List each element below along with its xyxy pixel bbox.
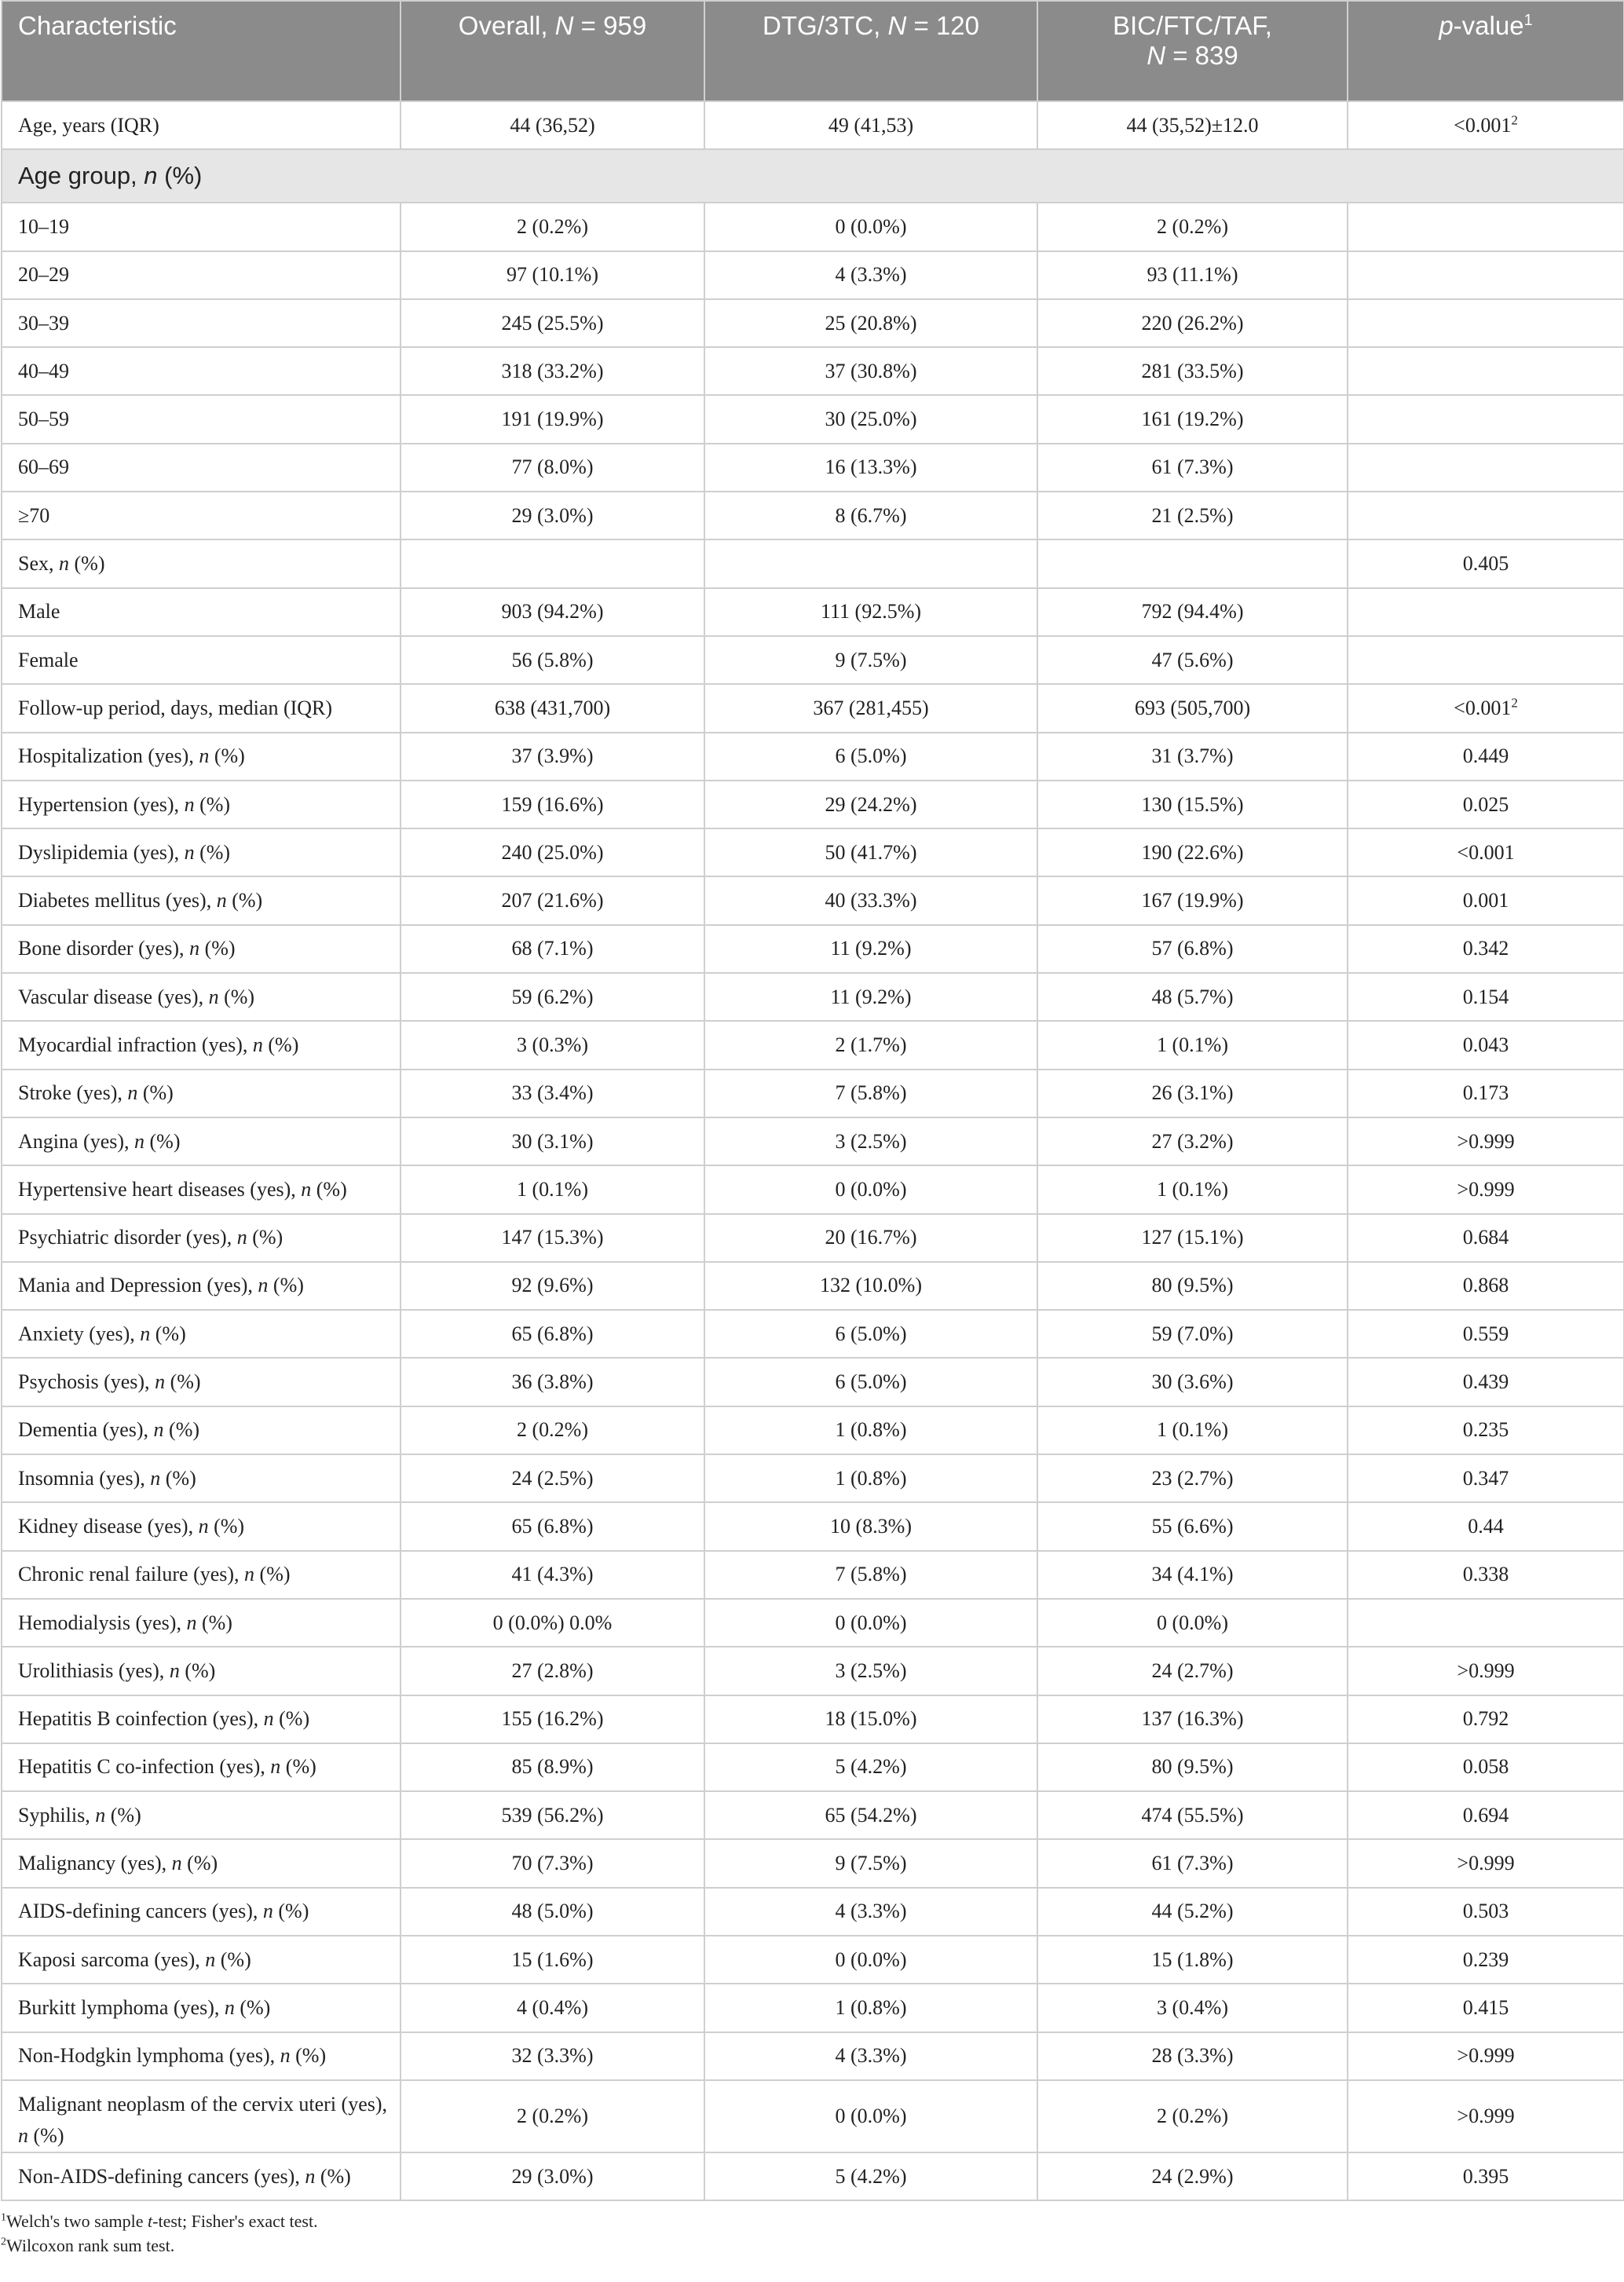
cell-dtg-3tc: 6 (5.0%) (704, 1310, 1037, 1358)
cell-overall: 70 (7.3%) (401, 1839, 704, 1887)
cell-dtg-3tc: 0 (0.0%) (704, 1936, 1037, 1984)
cell-dtg-3tc: 20 (16.7%) (704, 1214, 1037, 1262)
cell-bic-ftc-taf (1037, 539, 1348, 587)
cell-p-value: 0.559 (1348, 1310, 1624, 1358)
cell-overall: 2 (0.2%) (401, 203, 704, 251)
table-row (2, 2080, 1624, 2152)
cell-bic-ftc-taf: 23 (2.7%) (1037, 1454, 1348, 1502)
row-label: Psychiatric disorder (yes), n (%) (2, 1214, 401, 1262)
cell-bic-ftc-taf: 15 (1.8%) (1037, 1936, 1348, 1984)
cell-overall: 318 (33.2%) (401, 347, 704, 395)
cell-overall: 92 (9.6%) (401, 1262, 704, 1310)
cell-p-value (1348, 251, 1624, 299)
row-label: Non-Hodgkin lymphoma (yes), n (%) (2, 2032, 401, 2080)
cell-bic-ftc-taf: 3 (0.4%) (1037, 1984, 1348, 2031)
cell-p-value: 0.439 (1348, 1358, 1624, 1406)
cell-overall (401, 539, 704, 587)
cell-overall: 33 (3.4%) (401, 1070, 704, 1117)
cell-dtg-3tc: 29 (24.2%) (704, 781, 1037, 828)
table-row (2, 1599, 1624, 1647)
row-label: Bone disorder (yes), n (%) (2, 925, 401, 973)
row-label: Burkitt lymphoma (yes), n (%) (2, 1984, 401, 2031)
cell-bic-ftc-taf: 693 (505,700) (1037, 684, 1348, 732)
table-body (2, 101, 1624, 2200)
cell-p-value (1348, 395, 1624, 443)
cell-p-value: 0.025 (1348, 781, 1624, 828)
cell-p-value: 0.415 (1348, 1984, 1624, 2031)
cell-bic-ftc-taf: 24 (2.7%) (1037, 1647, 1348, 1695)
row-label: 10–19 (2, 203, 401, 251)
cell-p-value: 0.239 (1348, 1936, 1624, 1984)
table-row (2, 876, 1624, 924)
cell-bic-ftc-taf: 57 (6.8%) (1037, 925, 1348, 973)
table-row (2, 1262, 1624, 1310)
characteristics-table (1, 0, 1624, 2201)
cell-p-value: 0.043 (1348, 1021, 1624, 1069)
table-row (2, 1551, 1624, 1599)
table-row (2, 733, 1624, 781)
cell-overall: 29 (3.0%) (401, 492, 704, 539)
header-dtg-3tc: DTG/3TC, N = 120 (704, 1, 1037, 101)
cell-p-value: 0.235 (1348, 1406, 1624, 1454)
cell-bic-ftc-taf: 44 (35,52)±12.0 (1037, 101, 1348, 149)
header-p-value: p-value$^1$ (1348, 1, 1624, 101)
table-row (2, 1165, 1624, 1213)
cell-overall: 2 (0.2%) (401, 2080, 704, 2152)
cell-overall: 240 (25.0%) (401, 828, 704, 876)
cell-bic-ftc-taf: 1 (0.1%) (1037, 1165, 1348, 1213)
row-label: 30–39 (2, 299, 401, 347)
table-row (2, 347, 1624, 395)
cell-bic-ftc-taf: 47 (5.6%) (1037, 636, 1348, 684)
cell-dtg-3tc: 111 (92.5%) (704, 588, 1037, 636)
table-row (2, 1743, 1624, 1791)
table-row (2, 1839, 1624, 1887)
cell-dtg-3tc: 25 (20.8%) (704, 299, 1037, 347)
cell-bic-ftc-taf: 55 (6.6%) (1037, 1502, 1348, 1550)
cell-dtg-3tc: 1 (0.8%) (704, 1406, 1037, 1454)
cell-dtg-3tc: 1 (0.8%) (704, 1454, 1037, 1502)
cell-p-value: 0.395 (1348, 2152, 1624, 2200)
cell-p-value (1348, 299, 1624, 347)
cell-bic-ftc-taf: 281 (33.5%) (1037, 347, 1348, 395)
cell-overall: 48 (5.0%) (401, 1888, 704, 1936)
cell-overall: 32 (3.3%) (401, 2032, 704, 2080)
table-row (2, 101, 1624, 149)
table-row (2, 973, 1624, 1021)
table-row (2, 1214, 1624, 1262)
row-label: Dementia (yes), n (%) (2, 1406, 401, 1454)
row-label: Stroke (yes), n (%) (2, 1070, 401, 1117)
row-label: Dyslipidemia (yes), n (%) (2, 828, 401, 876)
table-row (2, 781, 1624, 828)
cell-bic-ftc-taf: 2 (0.2%) (1037, 2080, 1348, 2152)
cell-overall: 68 (7.1%) (401, 925, 704, 973)
section-row (2, 149, 1624, 203)
row-label: Female (2, 636, 401, 684)
table-row (2, 1454, 1624, 1502)
table-row (2, 828, 1624, 876)
cell-bic-ftc-taf: 161 (19.2%) (1037, 395, 1348, 443)
cell-p-value (1348, 492, 1624, 539)
row-label: Malignant neoplasm of the cervix uteri (yes), n (%) (2, 2080, 401, 2152)
row-label: 50–59 (2, 395, 401, 443)
cell-overall: 56 (5.8%) (401, 636, 704, 684)
cell-p-value: $<0.001^2$ (1348, 101, 1624, 149)
cell-dtg-3tc: 6 (5.0%) (704, 733, 1037, 781)
cell-p-value (1348, 203, 1624, 251)
cell-p-value (1348, 588, 1624, 636)
table-row (2, 1888, 1624, 1936)
cell-overall: 539 (56.2%) (401, 1791, 704, 1839)
cell-overall: 44 (36,52) (401, 101, 704, 149)
cell-dtg-3tc: 5 (4.2%) (704, 2152, 1037, 2200)
table-row (2, 636, 1624, 684)
cell-bic-ftc-taf: 167 (19.9%) (1037, 876, 1348, 924)
cell-overall: 65 (6.8%) (401, 1502, 704, 1550)
cell-bic-ftc-taf: 80 (9.5%) (1037, 1743, 1348, 1791)
cell-overall: 36 (3.8%) (401, 1358, 704, 1406)
row-label: Hospitalization (yes), n (%) (2, 733, 401, 781)
cell-p-value: >0.999 (1348, 1165, 1624, 1213)
footnote: $^2$Wilcoxon rank sum test. (1, 2236, 175, 2256)
row-label: Urolithiasis (yes), n (%) (2, 1647, 401, 1695)
cell-p-value: <0.001 (1348, 828, 1624, 876)
cell-p-value (1348, 347, 1624, 395)
cell-p-value: 0.154 (1348, 973, 1624, 1021)
table-row (2, 1358, 1624, 1406)
cell-bic-ftc-taf: 1 (0.1%) (1037, 1406, 1348, 1454)
header-row (2, 1, 1624, 101)
cell-p-value: >0.999 (1348, 1647, 1624, 1695)
cell-dtg-3tc: 4 (3.3%) (704, 2032, 1037, 2080)
cell-bic-ftc-taf: 474 (55.5%) (1037, 1791, 1348, 1839)
cell-p-value: $<0.001^2$ (1348, 684, 1624, 732)
row-label: Mania and Depression (yes), n (%) (2, 1262, 401, 1310)
cell-p-value: 0.173 (1348, 1070, 1624, 1117)
cell-dtg-3tc: 3 (2.5%) (704, 1647, 1037, 1695)
cell-dtg-3tc: 4 (3.3%) (704, 251, 1037, 299)
cell-dtg-3tc: 18 (15.0%) (704, 1695, 1037, 1743)
row-label: 60–69 (2, 444, 401, 492)
row-label: Kidney disease (yes), n (%) (2, 1502, 401, 1550)
cell-p-value: >0.999 (1348, 1117, 1624, 1165)
cell-overall: 245 (25.5%) (401, 299, 704, 347)
cell-p-value (1348, 636, 1624, 684)
cell-bic-ftc-taf: 44 (5.2%) (1037, 1888, 1348, 1936)
cell-bic-ftc-taf: 61 (7.3%) (1037, 1839, 1348, 1887)
cell-p-value: 0.684 (1348, 1214, 1624, 1262)
row-label: Angina (yes), n (%) (2, 1117, 401, 1165)
cell-overall: 0 (0.0%) 0.0% (401, 1599, 704, 1647)
row-label: Follow-up period, days, median (IQR) (2, 684, 401, 732)
row-label: Chronic renal failure (yes), n (%) (2, 1551, 401, 1599)
cell-dtg-3tc: 10 (8.3%) (704, 1502, 1037, 1550)
cell-bic-ftc-taf: 30 (3.6%) (1037, 1358, 1348, 1406)
cell-dtg-3tc: 0 (0.0%) (704, 203, 1037, 251)
cell-bic-ftc-taf: 2 (0.2%) (1037, 203, 1348, 251)
cell-p-value: 0.338 (1348, 1551, 1624, 1599)
cell-dtg-3tc: 37 (30.8%) (704, 347, 1037, 395)
cell-p-value: 0.694 (1348, 1791, 1624, 1839)
row-label: Hepatitis B coinfection (yes), n (%) (2, 1695, 401, 1743)
cell-overall: 1 (0.1%) (401, 1165, 704, 1213)
cell-overall: 147 (15.3%) (401, 1214, 704, 1262)
cell-p-value: 0.449 (1348, 733, 1624, 781)
cell-overall: 29 (3.0%) (401, 2152, 704, 2200)
cell-bic-ftc-taf: 21 (2.5%) (1037, 492, 1348, 539)
row-label: Sex, n (%) (2, 539, 401, 587)
cell-overall: 30 (3.1%) (401, 1117, 704, 1165)
cell-dtg-3tc: 7 (5.8%) (704, 1551, 1037, 1599)
row-label: Myocardial infraction (yes), n (%) (2, 1021, 401, 1069)
table-row (2, 1070, 1624, 1117)
cell-bic-ftc-taf: 190 (22.6%) (1037, 828, 1348, 876)
cell-p-value: 0.868 (1348, 1262, 1624, 1310)
table-row (2, 1021, 1624, 1069)
table-row (2, 1791, 1624, 1839)
cell-overall: 3 (0.3%) (401, 1021, 704, 1069)
cell-overall: 37 (3.9%) (401, 733, 704, 781)
cell-p-value: >0.999 (1348, 2032, 1624, 2080)
cell-overall: 15 (1.6%) (401, 1936, 704, 1984)
row-label: 40–49 (2, 347, 401, 395)
row-label: Diabetes mellitus (yes), n (%) (2, 876, 401, 924)
cell-dtg-3tc: 0 (0.0%) (704, 1165, 1037, 1213)
cell-overall: 638 (431,700) (401, 684, 704, 732)
cell-dtg-3tc: 9 (7.5%) (704, 636, 1037, 684)
cell-bic-ftc-taf: 31 (3.7%) (1037, 733, 1348, 781)
cell-bic-ftc-taf: 26 (3.1%) (1037, 1070, 1348, 1117)
cell-dtg-3tc: 49 (41,53) (704, 101, 1037, 149)
table-row (2, 1406, 1624, 1454)
cell-dtg-3tc: 11 (9.2%) (704, 973, 1037, 1021)
section-label: Age group, n (%) (2, 149, 1624, 203)
cell-overall: 27 (2.8%) (401, 1647, 704, 1695)
table-row (2, 925, 1624, 973)
table-row (2, 1695, 1624, 1743)
table-row (2, 1502, 1624, 1550)
cell-bic-ftc-taf: 61 (7.3%) (1037, 444, 1348, 492)
cell-overall: 97 (10.1%) (401, 251, 704, 299)
row-label: Vascular disease (yes), n (%) (2, 973, 401, 1021)
cell-dtg-3tc: 7 (5.8%) (704, 1070, 1037, 1117)
row-label: AIDS-defining cancers (yes), n (%) (2, 1888, 401, 1936)
row-label: Hypertensive heart diseases (yes), n (%) (2, 1165, 401, 1213)
cell-p-value (1348, 1599, 1624, 1647)
cell-dtg-3tc: 30 (25.0%) (704, 395, 1037, 443)
cell-dtg-3tc: 0 (0.0%) (704, 2080, 1037, 2152)
cell-dtg-3tc: 40 (33.3%) (704, 876, 1037, 924)
row-label: ≥70 (2, 492, 401, 539)
cell-bic-ftc-taf: 80 (9.5%) (1037, 1262, 1348, 1310)
table-row (2, 2032, 1624, 2080)
cell-bic-ftc-taf: 0 (0.0%) (1037, 1599, 1348, 1647)
table-row (2, 2152, 1624, 2200)
cell-p-value: 0.792 (1348, 1695, 1624, 1743)
cell-p-value: 0.342 (1348, 925, 1624, 973)
footnote: $^1$Welch's two sample t-test; Fisher's exact test. (1, 2211, 318, 2232)
cell-p-value: 0.347 (1348, 1454, 1624, 1502)
cell-dtg-3tc: 50 (41.7%) (704, 828, 1037, 876)
cell-dtg-3tc: 8 (6.7%) (704, 492, 1037, 539)
cell-bic-ftc-taf: 48 (5.7%) (1037, 973, 1348, 1021)
cell-p-value: 0.405 (1348, 539, 1624, 587)
cell-overall: 207 (21.6%) (401, 876, 704, 924)
cell-overall: 903 (94.2%) (401, 588, 704, 636)
cell-dtg-3tc: 11 (9.2%) (704, 925, 1037, 973)
cell-dtg-3tc: 0 (0.0%) (704, 1599, 1037, 1647)
cell-p-value: 0.058 (1348, 1743, 1624, 1791)
row-label: Psychosis (yes), n (%) (2, 1358, 401, 1406)
table-footnotes (0, 2201, 1624, 2258)
table-row (2, 1647, 1624, 1695)
table-row (2, 588, 1624, 636)
row-label: Malignancy (yes), n (%) (2, 1839, 401, 1887)
cell-overall: 65 (6.8%) (401, 1310, 704, 1358)
cell-bic-ftc-taf: 130 (15.5%) (1037, 781, 1348, 828)
table-row (2, 1936, 1624, 1984)
header-bic-ftc-taf: BIC/FTC/TAF, N = 839 (1037, 1, 1348, 101)
cell-dtg-3tc: 1 (0.8%) (704, 1984, 1037, 2031)
row-label: Male (2, 588, 401, 636)
table-row (2, 299, 1624, 347)
cell-bic-ftc-taf: 220 (26.2%) (1037, 299, 1348, 347)
table-row (2, 492, 1624, 539)
row-label: Age, years (IQR) (2, 101, 401, 149)
table-row (2, 684, 1624, 732)
row-label: Insomnia (yes), n (%) (2, 1454, 401, 1502)
cell-bic-ftc-taf: 127 (15.1%) (1037, 1214, 1348, 1262)
cell-overall: 191 (19.9%) (401, 395, 704, 443)
table-row (2, 539, 1624, 587)
cell-dtg-3tc: 5 (4.2%) (704, 1743, 1037, 1791)
table-header (2, 1, 1624, 101)
table-row (2, 1984, 1624, 2031)
cell-dtg-3tc (704, 539, 1037, 587)
table-row (2, 395, 1624, 443)
table-row (2, 203, 1624, 251)
cell-dtg-3tc: 6 (5.0%) (704, 1358, 1037, 1406)
row-label: Syphilis, n (%) (2, 1791, 401, 1839)
table-row (2, 444, 1624, 492)
cell-bic-ftc-taf: 137 (16.3%) (1037, 1695, 1348, 1743)
cell-bic-ftc-taf: 59 (7.0%) (1037, 1310, 1348, 1358)
cell-bic-ftc-taf: 27 (3.2%) (1037, 1117, 1348, 1165)
cell-bic-ftc-taf: 1 (0.1%) (1037, 1021, 1348, 1069)
row-label: 20–29 (2, 251, 401, 299)
cell-overall: 4 (0.4%) (401, 1984, 704, 2031)
cell-bic-ftc-taf: 34 (4.1%) (1037, 1551, 1348, 1599)
cell-dtg-3tc: 367 (281,455) (704, 684, 1037, 732)
cell-bic-ftc-taf: 24 (2.9%) (1037, 2152, 1348, 2200)
cell-overall: 2 (0.2%) (401, 1406, 704, 1454)
row-label: Kaposi sarcoma (yes), n (%) (2, 1936, 401, 1984)
cell-bic-ftc-taf: 93 (11.1%) (1037, 251, 1348, 299)
cell-dtg-3tc: 3 (2.5%) (704, 1117, 1037, 1165)
header-characteristic: Characteristic (2, 1, 401, 101)
cell-p-value: >0.999 (1348, 2080, 1624, 2152)
row-label: Hemodialysis (yes), n (%) (2, 1599, 401, 1647)
cell-p-value: >0.999 (1348, 1839, 1624, 1887)
cell-dtg-3tc: 9 (7.5%) (704, 1839, 1037, 1887)
cell-bic-ftc-taf: 792 (94.4%) (1037, 588, 1348, 636)
header-overall: Overall, N = 959 (401, 1, 704, 101)
cell-dtg-3tc: 16 (13.3%) (704, 444, 1037, 492)
cell-p-value (1348, 444, 1624, 492)
table-row (2, 251, 1624, 299)
cell-overall: 85 (8.9%) (401, 1743, 704, 1791)
cell-p-value: 0.001 (1348, 876, 1624, 924)
cell-overall: 24 (2.5%) (401, 1454, 704, 1502)
row-label: Anxiety (yes), n (%) (2, 1310, 401, 1358)
cell-bic-ftc-taf: 28 (3.3%) (1037, 2032, 1348, 2080)
cell-overall: 159 (16.6%) (401, 781, 704, 828)
cell-dtg-3tc: 65 (54.2%) (704, 1791, 1037, 1839)
cell-dtg-3tc: 2 (1.7%) (704, 1021, 1037, 1069)
row-label: Hepatitis C co-infection (yes), n (%) (2, 1743, 401, 1791)
cell-p-value: 0.503 (1348, 1888, 1624, 1936)
row-label: Hypertension (yes), n (%) (2, 781, 401, 828)
row-label: Non-AIDS-defining cancers (yes), n (%) (2, 2152, 401, 2200)
cell-overall: 59 (6.2%) (401, 973, 704, 1021)
cell-p-value: 0.44 (1348, 1502, 1624, 1550)
cell-dtg-3tc: 4 (3.3%) (704, 1888, 1037, 1936)
cell-overall: 155 (16.2%) (401, 1695, 704, 1743)
cell-overall: 41 (4.3%) (401, 1551, 704, 1599)
cell-dtg-3tc: 132 (10.0%) (704, 1262, 1037, 1310)
table-row (2, 1117, 1624, 1165)
cell-overall: 77 (8.0%) (401, 444, 704, 492)
table-row (2, 1310, 1624, 1358)
